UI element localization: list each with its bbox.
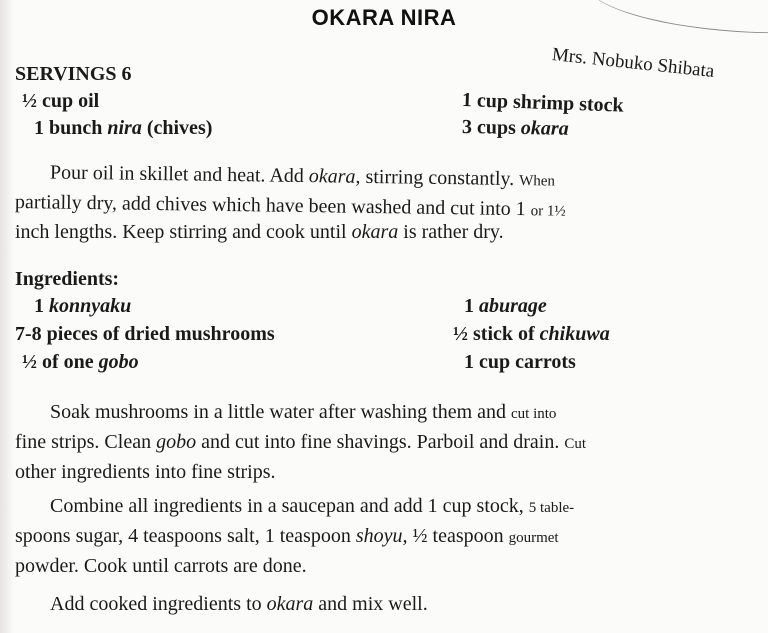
ingredient-italic: gobo [98,351,139,373]
text-italic: shoyu, [355,525,408,547]
text: Add cooked ingredients to [50,593,267,615]
text-italic: gobo [156,431,197,453]
text: spoons sugar, 4 teaspoons salt, 1 teaspoon [15,525,356,547]
ingredient-text: pieces of dried mushrooms [46,323,275,345]
ingredient-qty: 7-8 [15,323,42,345]
ingredient-text: cup carrots [479,351,576,373]
instruction-paragraph-1 [15,158,755,246]
text: ½ teaspoon [407,525,509,547]
ingredient-nira [34,117,212,140]
text: Cut [564,436,587,452]
instruction-paragraph-4 [15,590,755,618]
ingredient-italic: aburage [479,295,547,317]
servings: SERVINGS 6 [15,63,132,85]
text: fine strips. Clean [15,431,157,453]
recipe-author: Mrs. Nobuko Shibata [550,44,716,82]
text-italic: okara [351,221,399,243]
ingredient-qty: 1 [461,89,473,112]
text: stirring constantly. [360,165,520,191]
text-italic: okara, [308,165,361,188]
ingredient-qty: 1 [464,351,474,373]
ingredient-qty: ½ [22,90,37,112]
text: inch lengths. Keep stirring and cook until [15,221,352,243]
ingredient-italic: okara [520,117,569,140]
ingredient-qty: 3 [461,116,473,139]
ingredient-text: bunch [49,117,103,139]
text: powder. Cook until carrots are done. [15,555,307,577]
ingredient-text: of one [42,351,94,373]
text: gourmet [508,530,559,546]
instruction-paragraph-3 [15,492,755,580]
ingredient-text: stick of [473,323,535,345]
ingredient-qty: ½ [453,323,468,345]
text: Soak mushrooms in a little water after washing them and [50,401,512,423]
ingredient-text: cups [476,116,517,139]
ingredient-oil [22,90,99,113]
ingredient-gobo [22,351,139,374]
ingredient-italic: nira [107,117,142,139]
ingredients-heading: Ingredients: [15,268,120,290]
ingredient-qty: ½ [22,351,37,373]
ingredient-konnyaku [34,295,131,318]
text-italic: okara [266,593,314,615]
text: or 1½ [530,203,566,220]
text: and mix well. [313,593,428,615]
ingredient-carrots [464,351,576,374]
page-binding-shadow [0,0,14,633]
ingredient-chikuwa [453,323,610,346]
ingredient-shrimp-stock [462,89,624,118]
ingredient-qty: 1 [34,117,44,139]
ingredient-suffix: (chives) [146,117,213,139]
ingredient-text: cup shrimp stock [476,89,625,117]
text: partially dry, add chives which have been washed and cut into 1 [14,191,531,221]
ingredient-qty: 1 [34,295,44,317]
ingredient-okara [462,116,569,141]
ingredient-qty: 1 [464,295,474,317]
ingredient-italic: chikuwa [539,323,610,345]
recipe-title: OKARA NIRA [311,5,457,30]
text: Combine all ingredients in a saucepan and add 1 cup stock, [50,495,529,517]
text: cut into [511,406,557,422]
ingredient-italic: konnyaku [49,295,132,317]
ingredient-text: cup oil [42,90,100,112]
text: 5 table- [528,500,575,516]
text: Pour oil in skillet and heat. Add [49,161,310,188]
ingredient-mushrooms [15,323,275,346]
text: other ingredients into fine strips. [15,461,276,483]
text: is rather dry. [398,221,504,243]
text: When [519,173,556,190]
text: and cut into fine shavings. Parboil and drain. [196,431,565,453]
instruction-paragraph-2 [15,398,755,486]
ingredient-aburage [464,295,547,318]
